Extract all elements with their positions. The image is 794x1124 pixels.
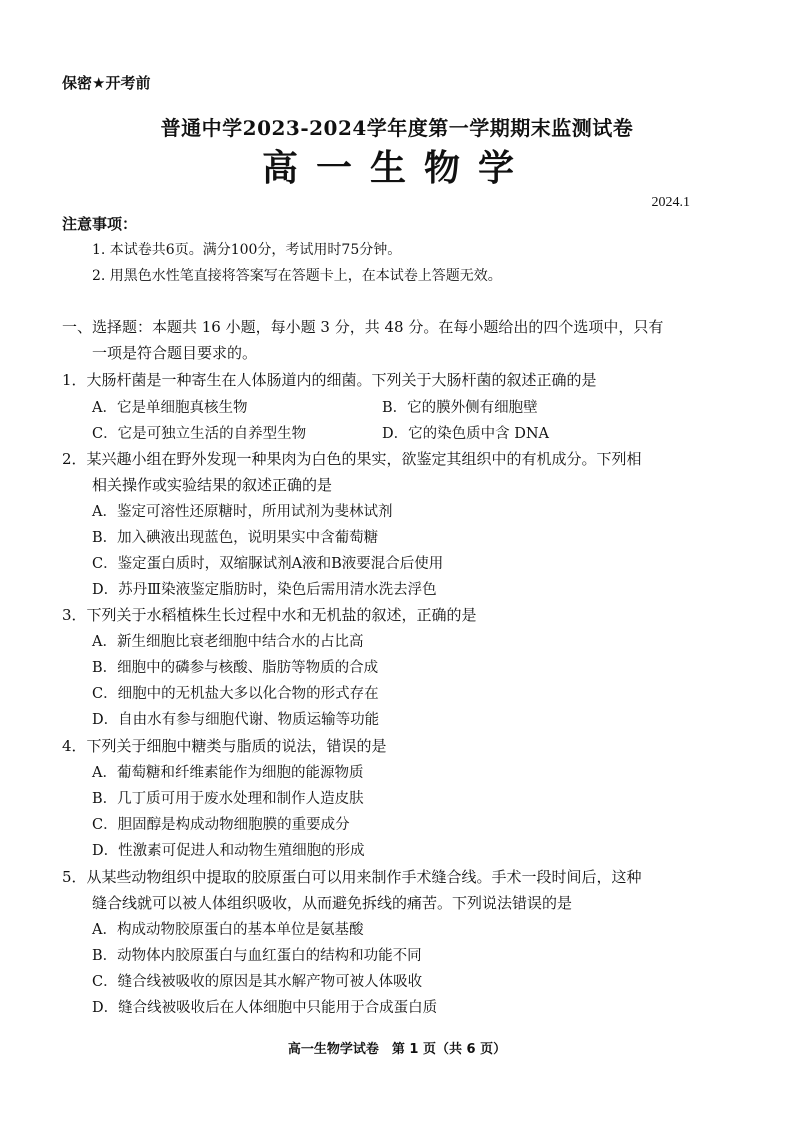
notice-item: 1. 本试卷共6页。满分100分，考试用时75分钟。 xyxy=(92,242,402,258)
option-d: D．苏丹Ⅲ染液鉴定脂肪时，染色后需用清水洗去浮色 xyxy=(92,582,437,598)
notice-item: 2. 用黑色水性笔直接将答案写在答题卡上，在本试卷上答题无效。 xyxy=(92,268,502,284)
option-d: D．性激素可促进人和动物生殖细胞的形成 xyxy=(92,843,365,859)
option-c: C．胆固醇是构成动物细胞膜的重要成分 xyxy=(92,817,350,833)
option-b: B．加入碘液出现蓝色，说明果实中含葡萄糖 xyxy=(92,530,379,546)
option-a: A．新生细胞比衰老细胞中结合水的占比高 xyxy=(92,634,364,650)
section-instruction-cont: 一项是符合题目要求的。 xyxy=(92,344,258,362)
subject-title: 高一生物学 xyxy=(261,147,532,189)
question-stem: 2．某兴趣小组在野外发现一种果肉为白色的果实，欲鉴定其组织中的有机成分。下列相 xyxy=(62,450,642,468)
option-a: A．鉴定可溶性还原糖时，所用试剂为斐林试剂 xyxy=(92,504,393,520)
question-stem-cont: 相关操作或实验结果的叙述正确的是 xyxy=(92,476,333,494)
option-d: D．自由水有参与细胞代谢、物质运输等功能 xyxy=(92,712,380,728)
option-a: A．它是单细胞真核生物 xyxy=(92,400,248,416)
question-stem: 1．大肠杆菌是一种寄生在人体肠道内的细菌。下列关于大肠杆菌的叙述正确的是 xyxy=(62,371,597,389)
question-stem: 4．下列关于细胞中糖类与脂质的说法，错误的是 xyxy=(62,737,387,755)
option-c: C．细胞中的无机盐大多以化合物的形式存在 xyxy=(92,686,379,702)
option-c: C．鉴定蛋白质时，双缩脲试剂A液和B液要混合后使用 xyxy=(92,556,444,572)
option-b: B．动物体内胶原蛋白与血红蛋白的结构和功能不同 xyxy=(92,948,422,964)
confidential-mark: 保密★开考前 xyxy=(62,74,151,92)
option-a: A．构成动物胶原蛋白的基本单位是氨基酸 xyxy=(92,922,364,938)
option-d: D．它的染色质中含 DNA xyxy=(382,426,550,442)
section-instruction: 一、选择题：本题共 16 小题，每小题 3 分，共 48 分。在每小题给出的四个选项中，只有 xyxy=(62,318,664,336)
option-c: C．它是可独立生活的自养型生物 xyxy=(92,426,307,442)
question-stem-cont: 缝合线就可以被人体组织吸收，从而避免拆线的痛苦。下列说法错误的是 xyxy=(92,894,573,912)
option-a: A．葡萄糖和纤维素能作为细胞的能源物质 xyxy=(92,765,364,781)
option-b: B．它的膜外侧有细胞壁 xyxy=(382,400,538,416)
option-d: D．缝合线被吸收后在人体细胞中只能用于合成蛋白质 xyxy=(92,1000,438,1016)
notice-heading: 注意事项： xyxy=(62,215,138,233)
option-b: B．几丁质可用于废水处理和制作人造皮肤 xyxy=(92,791,364,807)
page-footer: 高一生物学试卷 第 1 页（共 6 页） xyxy=(287,1042,507,1057)
exam-title: 普通中学2023-2024学年度第一学期期末监测试卷 xyxy=(160,116,634,140)
option-b: B．细胞中的磷参与核酸、脂肪等物质的合成 xyxy=(92,660,379,676)
question-stem: 5．从某些动物组织中提取的胶原蛋白可以用来制作手术缝合线。手术一段时间后，这种 xyxy=(62,868,642,886)
exam-date: 2024.1 xyxy=(651,195,690,210)
question-stem: 3．下列关于水稻植株生长过程中水和无机盐的叙述，正确的是 xyxy=(62,606,477,624)
option-c: C．缝合线被吸收的原因是其水解产物可被人体吸收 xyxy=(92,974,423,990)
